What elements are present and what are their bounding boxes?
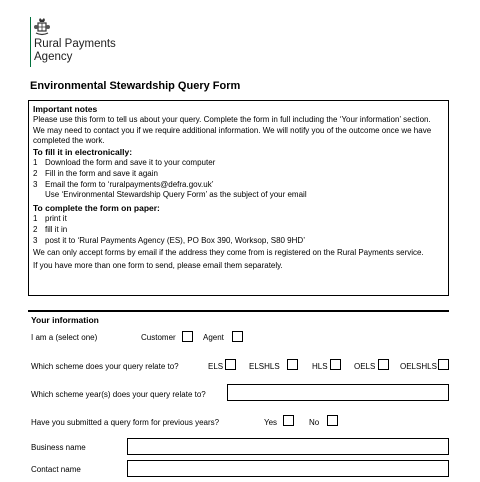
contact-name-field[interactable] xyxy=(127,460,449,477)
yes-label: Yes xyxy=(264,418,278,427)
customer-checkbox[interactable] xyxy=(182,331,193,342)
scheme-hls-checkbox[interactable] xyxy=(330,359,341,370)
scheme-hls-label: HLS xyxy=(312,362,328,371)
paper-step xyxy=(33,236,444,247)
step-text: post it to ‘Rural Payments Agency (ES), PO Box 390, Worksop, S80 9HD’ xyxy=(45,235,305,245)
scheme-oels-label: OELS xyxy=(354,362,376,371)
paper-heading: To complete the form on paper: xyxy=(33,203,160,214)
logo-rule xyxy=(30,17,31,67)
step-text: Download the form and save it to your computer xyxy=(45,157,216,167)
notes-heading: Important notes xyxy=(33,104,98,114)
yes-checkbox[interactable] xyxy=(283,415,294,426)
agency-name-line1: Rural Payments xyxy=(34,38,116,50)
scheme-els-checkbox[interactable] xyxy=(225,359,236,370)
paper-step xyxy=(33,225,444,236)
electronic-heading: To fill it in electronically: xyxy=(33,147,133,158)
step-text: Email the form to ‘ruralpayments@defra.gov.uk’ xyxy=(45,179,214,189)
important-notes-box xyxy=(28,100,449,296)
contact-name-label: Contact name xyxy=(31,465,81,474)
customer-label: Customer xyxy=(141,333,176,342)
notes-intro: Please use this form to tell us about your query. Complete the form in full including the ‘Your information’ section. We may need to contact you if we require additional information. We will notify you of the outcome once we have completed the work. xyxy=(33,114,432,146)
scheme-elshls-label: ELSHLS xyxy=(249,362,280,371)
role-question: I am a (select one) xyxy=(31,333,98,342)
step-text: print it xyxy=(45,213,67,223)
agency-name xyxy=(34,38,154,64)
your-information-section xyxy=(28,310,449,482)
electronic-step xyxy=(33,158,444,169)
electronic-step xyxy=(33,169,444,180)
step-text: Fill in the form and save it again xyxy=(45,168,158,178)
scheme-question: Which scheme does your query relate to? xyxy=(31,362,179,371)
no-label: No xyxy=(309,418,320,427)
electronic-step-extra xyxy=(33,190,444,201)
step-text: fill it in xyxy=(45,224,68,234)
scheme-oelshls-checkbox[interactable] xyxy=(438,359,449,370)
scheme-elshls-checkbox[interactable] xyxy=(287,359,298,370)
agency-name-line2: Agency xyxy=(34,51,73,63)
scheme-year-field[interactable] xyxy=(227,384,449,401)
scheme-els-label: ELS xyxy=(208,362,224,371)
paper-step xyxy=(33,214,444,225)
email-note: We can only accept forms by email if the address they come from is registered on the Rural Payments service. xyxy=(33,248,424,258)
business-name-field[interactable] xyxy=(127,438,449,455)
section-title: Your information xyxy=(31,315,99,325)
scheme-oels-checkbox[interactable] xyxy=(378,359,389,370)
scheme-oelshls-label: OELSHLS xyxy=(400,362,437,371)
step-text: Use ‘Environmental Stewardship Query Form’ as the subject of your email xyxy=(45,190,307,200)
step-number: 1 xyxy=(33,157,38,167)
no-checkbox[interactable] xyxy=(327,415,338,426)
step-number: 3 xyxy=(33,235,38,245)
step-number: 3 xyxy=(33,179,38,189)
form-title: Environmental Stewardship Query Form xyxy=(30,80,241,92)
business-name-label: Business name xyxy=(31,443,86,452)
step-number: 2 xyxy=(33,168,38,178)
previous-years-question: Have you submitted a query form for previous years? xyxy=(31,418,220,427)
scheme-year-question: Which scheme year(s) does your query relate to? xyxy=(31,390,206,399)
step-number: 1 xyxy=(33,213,38,223)
royal-crest-icon xyxy=(34,18,50,36)
step-number: 2 xyxy=(33,224,38,234)
agent-checkbox[interactable] xyxy=(232,331,243,342)
agent-label: Agent xyxy=(203,333,224,342)
electronic-step xyxy=(33,180,444,191)
multiple-forms-note: If you have more than one form to send, please email them separately. xyxy=(33,261,283,271)
